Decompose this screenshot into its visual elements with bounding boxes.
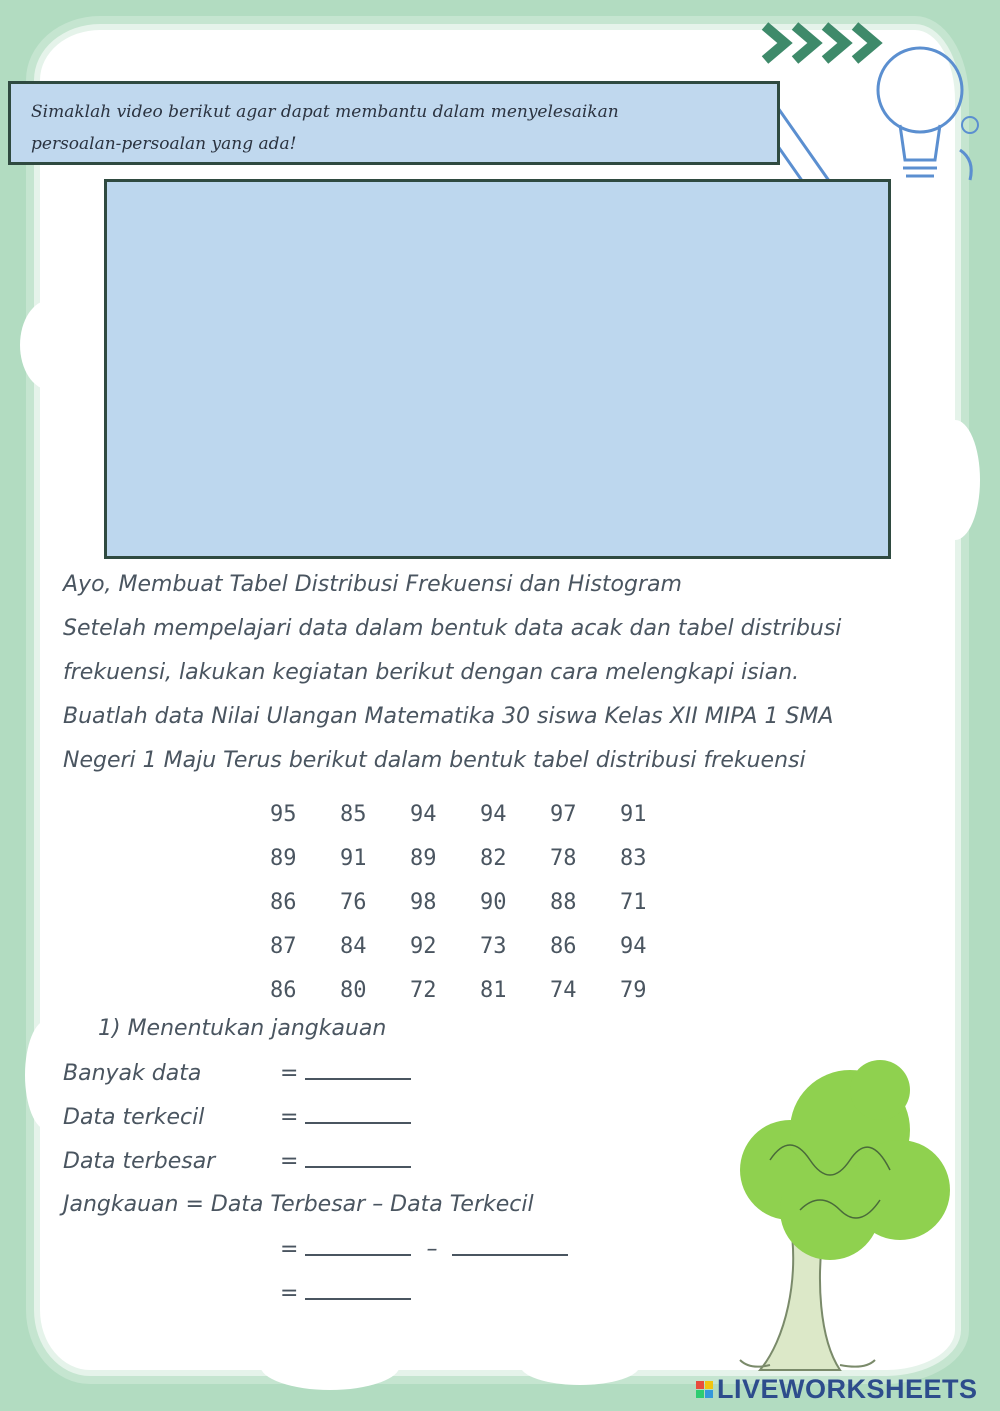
- data-cell: 81: [480, 977, 507, 1003]
- data-cell: 92: [410, 933, 437, 959]
- terkecil-input[interactable]: [452, 1236, 568, 1256]
- jangkauan-formula: Jangkauan = Data Terbesar – Data Terkecil: [63, 1192, 534, 1217]
- table-row: [270, 924, 690, 968]
- data-cell: 78: [550, 845, 577, 871]
- paragraph-line: Setelah mempelajari data dalam bentuk data acak dan tabel distribusi: [63, 616, 842, 641]
- data-cell: 74: [550, 977, 577, 1003]
- jangkauan-result-row: [63, 1280, 411, 1306]
- data-cell: 94: [480, 801, 507, 827]
- data-cell: 73: [480, 933, 507, 959]
- data-cell: 80: [340, 977, 367, 1003]
- equals-sign: =: [280, 1237, 299, 1262]
- data-terkecil-input[interactable]: [305, 1104, 411, 1124]
- table-row: [270, 836, 690, 880]
- data-cell: 91: [620, 801, 647, 827]
- data-cell: 83: [620, 845, 647, 871]
- data-cell: 97: [550, 801, 577, 827]
- data-terbesar-row: [63, 1148, 411, 1174]
- data-cell: 86: [550, 933, 577, 959]
- paragraph-line: Buatlah data Nilai Ulangan Matematika 30 siswa Kelas XII MIPA 1 SMA: [63, 704, 834, 729]
- logo-text: LIVEWORKSHEETS: [717, 1374, 978, 1404]
- data-cell: 71: [620, 889, 647, 915]
- data-terbesar-label: Data terbesar: [63, 1149, 216, 1174]
- equals-sign: =: [280, 1281, 299, 1306]
- data-cell: 84: [340, 933, 367, 959]
- data-cell: 85: [340, 801, 367, 827]
- equals-sign: =: [280, 1105, 299, 1130]
- instruction-line-1: Simaklah video berikut agar dapat membantu dalam menyelesaikan: [31, 102, 619, 122]
- data-cell: 89: [410, 845, 437, 871]
- banyak-data-label: Banyak data: [63, 1061, 202, 1086]
- data-cell: 87: [270, 933, 297, 959]
- data-terkecil-label: Data terkecil: [63, 1105, 205, 1130]
- equals-sign: =: [280, 1061, 299, 1086]
- liveworksheets-logo[interactable]: [696, 1374, 978, 1405]
- data-values-table: [270, 792, 690, 1012]
- data-cell: 79: [620, 977, 647, 1003]
- paper-splatter: [20, 300, 80, 390]
- instruction-box: [8, 81, 780, 165]
- table-row: [270, 968, 690, 1012]
- logo-mark-icon: [696, 1381, 713, 1398]
- data-cell: 98: [410, 889, 437, 915]
- table-row: [270, 792, 690, 836]
- data-cell: 88: [550, 889, 577, 915]
- data-cell: 91: [340, 845, 367, 871]
- data-cell: 94: [620, 933, 647, 959]
- data-cell: 89: [270, 845, 297, 871]
- table-row: [270, 880, 690, 924]
- data-cell: 86: [270, 977, 297, 1003]
- paper-splatter: [260, 1340, 400, 1390]
- section-title: Ayo, Membuat Tabel Distribusi Frekuensi dan Histogram: [63, 572, 682, 597]
- data-terkecil-row: [63, 1104, 411, 1130]
- data-cell: 95: [270, 801, 297, 827]
- paper-splatter: [520, 1345, 640, 1385]
- step-heading: 1) Menentukan jangkauan: [98, 1016, 387, 1041]
- data-cell: 90: [480, 889, 507, 915]
- minus-sign: –: [426, 1237, 438, 1262]
- paper-splatter: [930, 420, 980, 540]
- banyak-data-input[interactable]: [305, 1060, 411, 1080]
- jangkauan-input[interactable]: [305, 1280, 411, 1300]
- instruction-line-2: persoalan-persoalan yang ada!: [31, 134, 297, 154]
- data-terbesar-input[interactable]: [305, 1148, 411, 1168]
- tree-illustration-icon: [730, 1050, 960, 1380]
- paragraph-line: frekuensi, lakukan kegiatan berikut dengan cara melengkapi isian.: [63, 660, 800, 685]
- data-cell: 72: [410, 977, 437, 1003]
- jangkauan-substitution-row: [63, 1236, 568, 1262]
- data-cell: 94: [410, 801, 437, 827]
- data-cell: 76: [340, 889, 367, 915]
- paragraph-line: Negeri 1 Maju Terus berikut dalam bentuk tabel distribusi frekuensi: [63, 748, 806, 773]
- video-embed[interactable]: [104, 179, 891, 559]
- data-cell: 82: [480, 845, 507, 871]
- terbesar-input[interactable]: [305, 1236, 411, 1256]
- data-cell: 86: [270, 889, 297, 915]
- banyak-data-row: [63, 1060, 411, 1086]
- equals-sign: =: [280, 1149, 299, 1174]
